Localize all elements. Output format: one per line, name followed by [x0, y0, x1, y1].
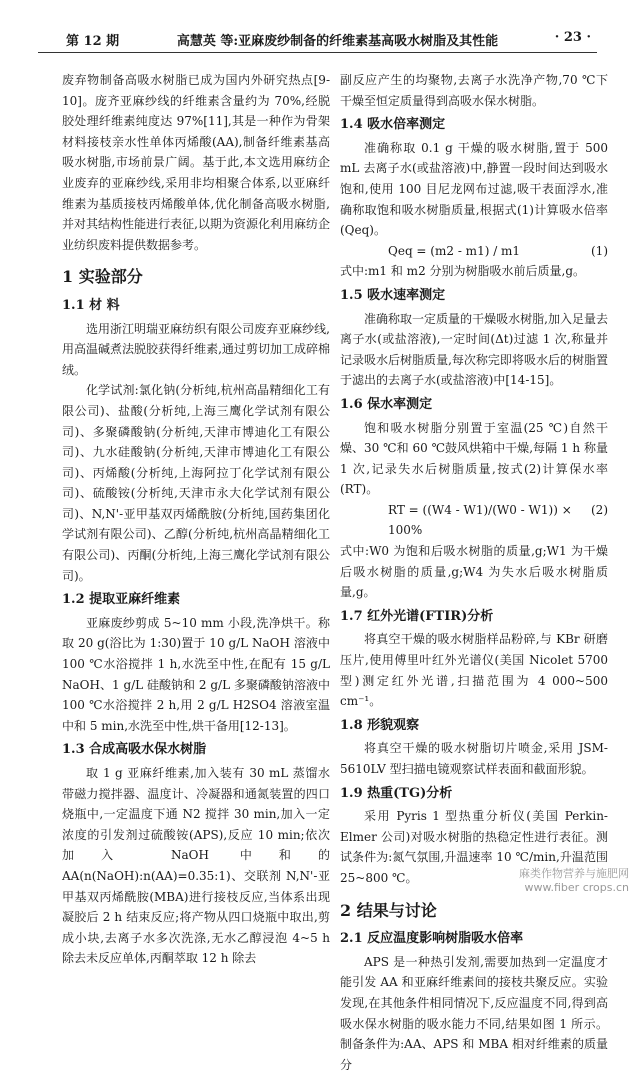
temperature-effect-paragraph: APS 是一种热引发剂,需要加热到一定温度才能引发 AA 和亚麻纤维素间的接枝共聚反应。实验发现,在其他条件相同情况下,反应温度不同,得到高吸水保水树脂的吸水能力不同,结果如图 1 所示。制备条件为:AA、APS 和 MBA 相对纤维素的质量分: [340, 954, 608, 1072]
watermark-line-1: 麻类作物营养与施肥网: [519, 867, 629, 880]
reagents-paragraph: 化学试剂:氯化钠(分析纯,杭州高晶精细化工有限公司)、盐酸(分析纯,上海三鹰化学试剂有限公司)、多聚磷酸钠(分析纯,天津市博迪化工有限公司)、九水硅酸钠(分析纯,天津市博迪化工有限公司)、丙烯酸(分析纯,上海阿拉丁化学试剂有限公司)、硫酸铵(分析纯,天津市永大化学试剂有限公司)、N,N'-亚甲基双丙烯酰胺(分析纯,国药集团化学试剂有限公司)、乙醇(分析纯,杭州高晶精细化工有限公司)、丙酮(分析纯,上海三鹰化学试剂有限公司)。: [62, 383, 330, 583]
materials-paragraph: 选用浙江明瑞亚麻纺织有限公司废弃亚麻纱线,用高温碱煮法脱胶获得纤维素,通过剪切加工成碎棉绒。: [62, 321, 330, 377]
equation-1-where: 式中:m1 和 m2 分别为树脂吸水前后质量,g。: [340, 264, 586, 279]
section-1-9-heading: 1.9 热重(TG)分析: [340, 785, 453, 801]
equation-1-number: (1): [591, 243, 608, 258]
morphology-paragraph: 将真空干燥的吸水树脂切片喷金,采用 JSM-5610LV 型扫描电镜观察试样表面和截面形貌。: [340, 741, 608, 776]
equation-2-where: 式中:W0 为饱和后吸水树脂的质量,g;W1 为干燥后吸水树脂的质量,g;W4 为失水后吸水树脂质量,g。: [340, 544, 608, 600]
page-number: · 23 ·: [554, 30, 591, 45]
cellulose-extraction-paragraph: 亚麻废纱剪成 5~10 mm 小段,洗净烘干。称取 20 g(浴比为 1:30)置于 10 g/L NaOH 溶液中 100 ℃水浴搅拌 1 h,水洗至中性,在配有 15 g/L NaOH、1 g/L 硅酸钠和 2 g/L 多聚磷酸钠溶液中 100 ℃水浴搅拌 2 h,用 2 g/L H2SO4 溶液室温中和 5 min,水洗至中性,烘干备用[12-13]。: [62, 615, 330, 733]
absorbency-paragraph: 准确称取 0.1 g 干燥的吸水树脂,置于 500 mL 去离子水(或盐溶液)中,静置一段时间达到吸水饱和,使用 100 目尼龙网布过滤,吸干表面浮水,准确称取饱和吸水树脂质量,根据式(1)计算吸水倍率(Qeq)。: [340, 140, 608, 238]
section-2-heading: 2 结果与讨论: [340, 900, 437, 920]
tg-paragraph: 采用 Pyris 1 型热重分析仪(美国 Perkin-Elmer 公司)对吸水树脂的热稳定性进行表征。测试条件为:氮气氛围,升温速率 10 ℃/min,升温范围 25~800 ℃。: [340, 809, 608, 885]
section-2-1-heading: 2.1 反应温度影响树脂吸水倍率: [340, 931, 524, 947]
section-1-8-heading: 1.8 形貌观察: [340, 717, 420, 733]
section-1-heading: 1 实验部分: [62, 267, 143, 287]
synthesis-paragraph: 取 1 g 亚麻纤维素,加入装有 30 mL 蒸馏水带磁力搅拌器、温度计、冷凝器和通氮装置的四口烧瓶中,一定温度下通 N2 搅拌 30 min,加入一定浓度的引发剂过硫酸铵(APS),反应 10 min;依次加入 NaOH 中和的 AA(n(NaOH):n(AA)=0.35:1)、交联剂 N,N'-亚甲基双丙烯酰胺(MBA)进行接枝反应,当体系出现凝胶后 2 h 结束反应;将产物从四口烧瓶中取出,剪成小块,去离子水多次洗涤,无水乙醇浸泡 4~5 h 除去未反应单体,丙酮萃取 12 h 除去: [62, 766, 330, 966]
intro-paragraph: 废弃物制备高吸水树脂已成为国内外研究热点[9-10]。庞齐亚麻纱线的纤维素含量约为 70%,经脱胶处理纤维素纯度达 97%[11],其是一种作为骨架材料接枝亲水性单体丙烯酸(AA),制备纤维素基高吸水树脂,市场前景广阔。基于此,本文选用麻纺企业废弃的亚麻纱线,采用非均相聚合体系,以亚麻纤维素为基质接枝丙烯酸单体,优化制备高吸水树脂,并对其结构性能进行表征,以期为资源化利用麻纺企业纺织废料提供数据参考。: [62, 73, 330, 252]
section-1-3-heading: 1.3 合成高吸水保水树脂: [62, 742, 207, 758]
ftir-paragraph: 将真空干燥的吸水树脂样品粉碎,与 KBr 研磨压片,使用傅里叶红外光谱仪(美国 Nicolet 5700 型)测定红外光谱,扫描范围为 4 000~500 cm⁻¹。: [340, 632, 608, 709]
issue-number: 第 12 期: [66, 34, 120, 49]
absorption-rate-paragraph: 准确称取一定质量的干燥吸水树脂,加入足量去离子水(或盐溶液),一定时间(Δt)过滤 1 次,称量并记录吸水后树脂质量,每次称完即将吸水后的树脂置于滤出的去离子水(或盐溶液)中[14-15]。: [340, 311, 608, 388]
water-retention-paragraph: 饱和吸水树脂分别置于室温(25 ℃)自然干燥、30 ℃和 60 ℃鼓风烘箱中干燥,每隔 1 h 称量 1 次,记录失水后树脂质量,按式(2)计算保水率(RT)。: [340, 420, 608, 497]
site-watermark: [519, 867, 629, 895]
right-column: [340, 70, 608, 1075]
running-title: 高慧英 等:亚麻废纱制备的纤维素基高吸水树脂及其性能: [176, 34, 499, 49]
section-1-6-heading: 1.6 保水率测定: [340, 396, 433, 412]
continued-paragraph: 副反应产生的均聚物,去离子水洗净产物,70 ℃下干燥至恒定质量得到高吸水保水树脂。: [340, 73, 608, 108]
section-1-7-heading: 1.7 红外光谱(FTIR)分析: [340, 608, 494, 624]
equation-2-formula: RT = ((W4 - W1)/(W0 - W1)) × 100%: [388, 502, 572, 538]
equation-2: [340, 500, 608, 541]
equation-1-formula: Qeq = (m2 - m1) / m1: [388, 243, 521, 258]
left-column: [62, 70, 330, 969]
section-1-5-heading: 1.5 吸水速率测定: [340, 287, 446, 303]
equation-1: [340, 241, 608, 262]
section-1-1-heading: 1.1 材 料: [62, 297, 120, 313]
section-1-2-heading: 1.2 提取亚麻纤维素: [62, 592, 181, 608]
section-1-4-heading: 1.4 吸水倍率测定: [340, 117, 446, 133]
watermark-line-2: www.fiber crops.cn: [524, 881, 629, 894]
running-header: [38, 28, 597, 53]
equation-2-number: (2): [591, 502, 608, 517]
